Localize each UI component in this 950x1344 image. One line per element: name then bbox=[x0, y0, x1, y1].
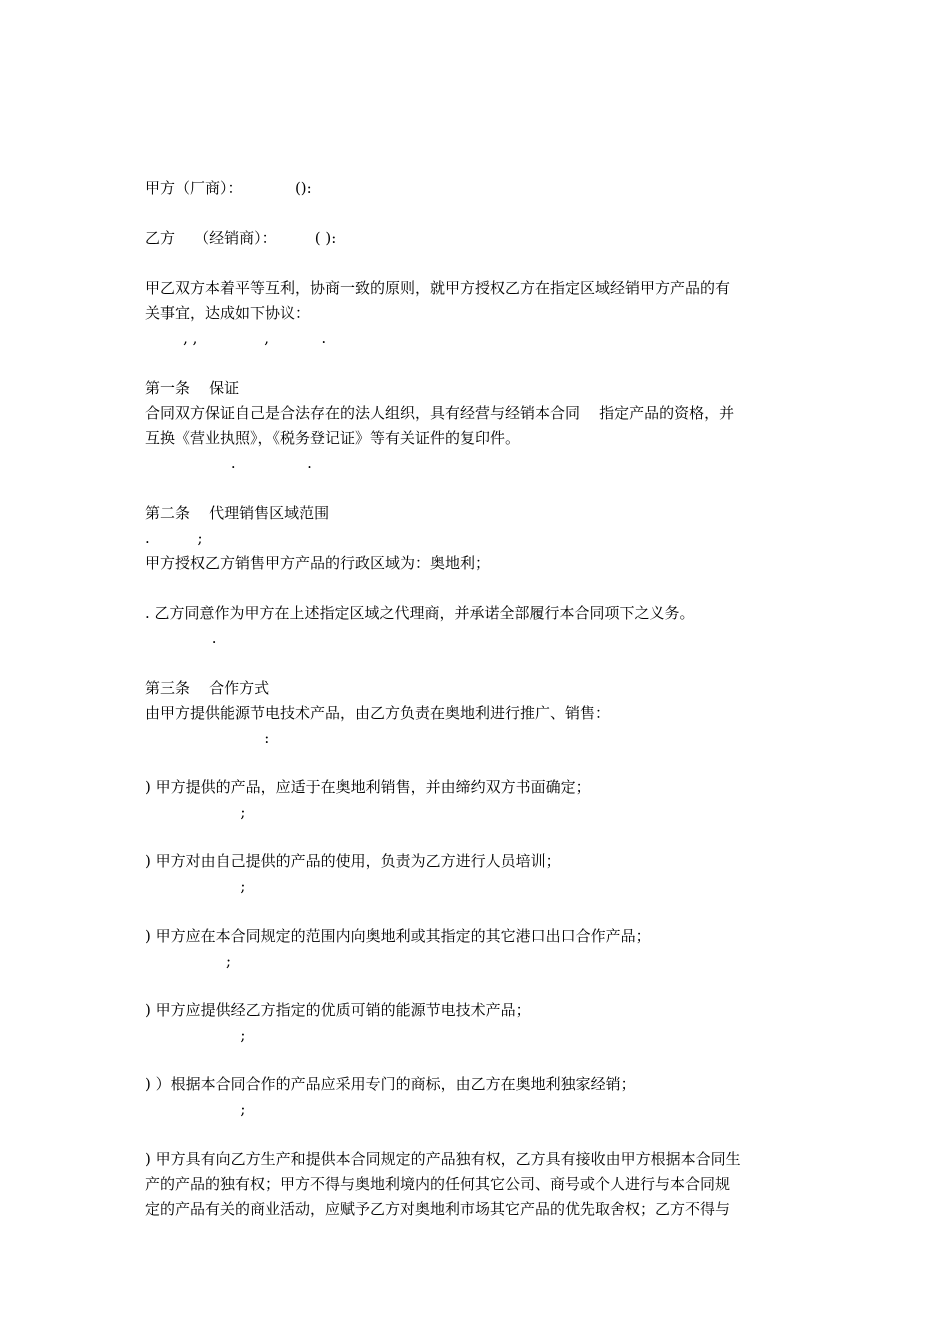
article-2-text-1: 甲方授权乙方销售甲方产品的行政区域为：奥地利； bbox=[145, 554, 491, 572]
article-3-heading: 第三条 合作方式 bbox=[145, 679, 270, 697]
punctuation-line: ; bbox=[145, 803, 246, 821]
clause-1: ) 甲方提供的产品，应适于在奥地利销售，并由缔约双方书面确定； bbox=[145, 778, 591, 796]
clause-6-line-3: 定的产品有关的商业活动，应赋予乙方对奥地利市场其它产品的优先取舍权；乙方不得与 bbox=[145, 1200, 731, 1218]
clause-6-line-2: 产的产品的独有权；甲方不得与奥地利境内的任何其它公司、商号或个人进行与本合同规 bbox=[145, 1175, 731, 1193]
punctuation-line: . . bbox=[145, 454, 312, 472]
clause-2: ) 甲方对由自己提供的产品的使用，负责为乙方进行人员培训； bbox=[145, 852, 561, 870]
article-1-heading: 第一条 保证 bbox=[145, 379, 240, 397]
party-a-line: 甲方（厂商）： (): bbox=[145, 179, 312, 197]
punctuation-line: . bbox=[145, 629, 217, 647]
article-3-text-1: 由甲方提供能源节电技术产品，由乙方负责在奥地利进行推广、销售： bbox=[145, 704, 611, 722]
punctuation-line: ; bbox=[145, 877, 246, 895]
clause-5: ) ）根据本合同合作的产品应采用专门的商标，由乙方在奥地利独家经销； bbox=[145, 1075, 636, 1093]
article-2-heading: 第二条 代理销售区域范围 bbox=[145, 504, 330, 522]
clause-6-line-1: ) 甲方具有向乙方生产和提供本合同规定的产品独有权，乙方具有接收由甲方根据本合同生 bbox=[145, 1150, 741, 1168]
preamble-line-2: 关事宜，达成如下协议： bbox=[145, 304, 311, 322]
punctuation-line: ; bbox=[145, 1100, 246, 1118]
punctuation-line: : bbox=[145, 729, 270, 747]
clause-4: ) 甲方应提供经乙方指定的优质可销的能源节电技术产品； bbox=[145, 1001, 531, 1019]
punctuation-line: , , , . bbox=[145, 329, 327, 347]
punctuation-line: . ; bbox=[145, 529, 203, 547]
article-1-text-1: 合同双方保证自己是合法存在的法人组织，具有经营与经销本合同 指定产品的资格，并 bbox=[145, 404, 735, 422]
clause-3: ) 甲方应在本合同规定的范围内向奥地利或其指定的其它港口出口合作产品； bbox=[145, 927, 651, 945]
article-1-text-2: 互换《营业执照》，《税务登记证》等有关证件的复印件。 bbox=[145, 429, 521, 447]
party-b-line: 乙方 （经销商）： ( ): bbox=[145, 229, 337, 247]
preamble-line-1: 甲乙双方本着平等互利，协商一致的原则，就甲方授权乙方在指定区域经销甲方产品的有 bbox=[145, 279, 731, 297]
punctuation-line: ; bbox=[145, 1026, 246, 1044]
punctuation-line: ; bbox=[145, 952, 232, 970]
article-2-text-2: . 乙方同意作为甲方在上述指定区域之代理商，并承诺全部履行本合同项下之义务。 bbox=[145, 604, 695, 622]
